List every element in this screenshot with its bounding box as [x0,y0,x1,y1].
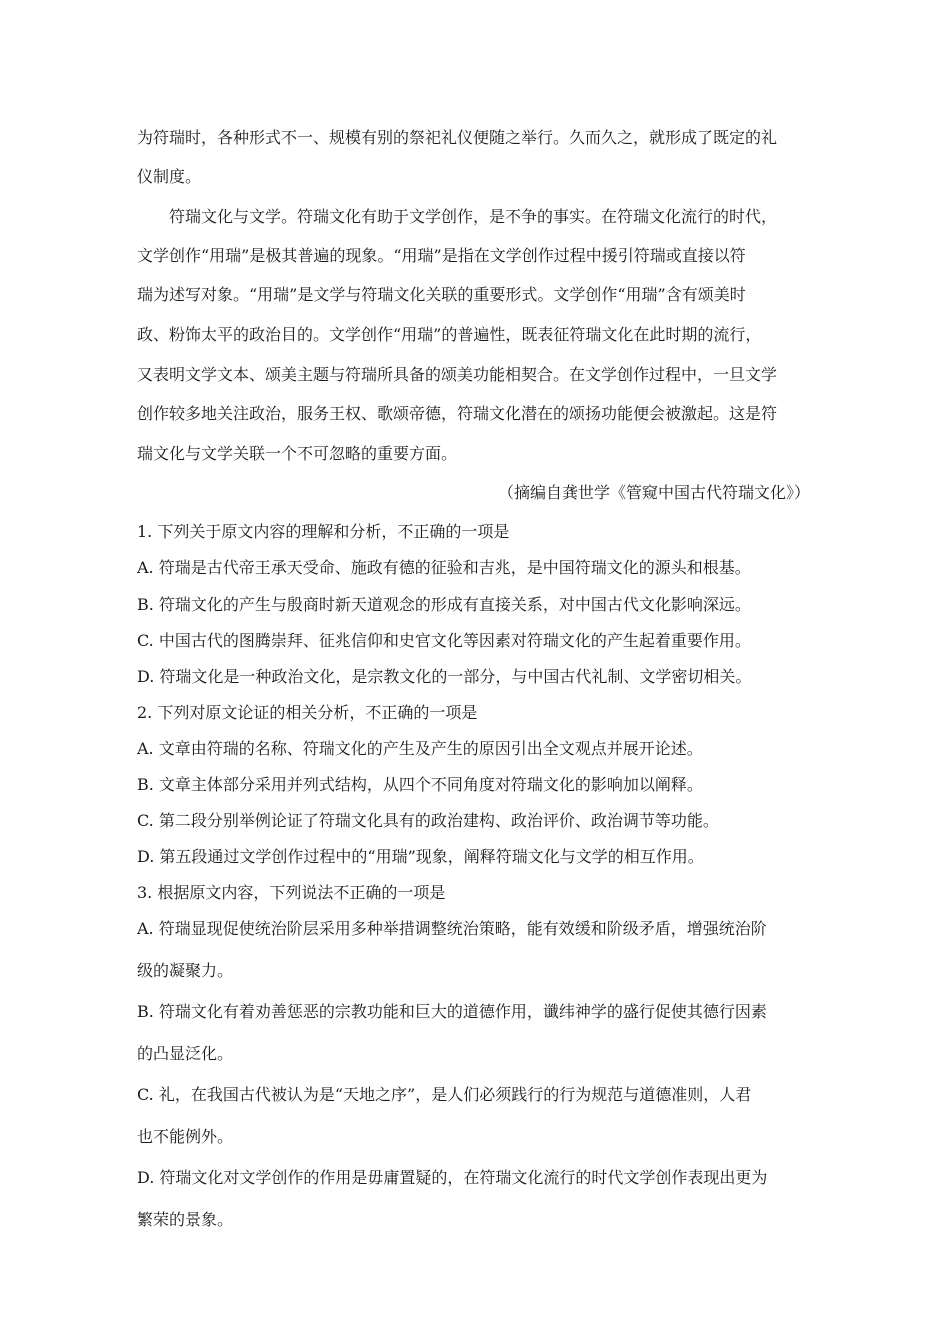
option-line: A. 文章由符瑞的名称、符瑞文化的产生及产生的原因引出全文观点并展开论述。 [137,739,703,758]
option-continuation: 的凸显泛化。 [137,1044,234,1063]
option-continuation: 繁荣的景象。 [137,1210,234,1229]
paragraph-line: 瑞文化与文学关联一个不可忽略的重要方面。 [137,444,458,463]
option-line: C. 中国古代的图腾崇拜、征兆信仰和史官文化等因素对符瑞文化的产生起着重要作用。 [137,631,751,650]
paragraph-line: 为符瑞时，各种形式不一、规模有别的祭祀礼仪便随之举行。久而久之，就形成了既定的礼 [137,128,778,147]
option-line: B. 文章主体部分采用并列式结构，从四个不同角度对符瑞文化的影响加以阐释。 [137,775,703,794]
paragraph-line: 政、粉饰太平的政治目的。文学创作“用瑞”的普遍性，既表征符瑞文化在此时期的流行， [137,325,762,344]
paragraph-line: 又表明文学文本、颂美主题与符瑞所具备的颂美功能相契合。在文学创作过程中，一旦文学 [137,365,778,384]
question-stem: 1. 下列关于原文内容的理解和分析，不正确的一项是 [137,522,510,541]
option-line: D. 符瑞文化是一种政治文化，是宗教文化的一部分，与中国古代礼制、文学密切相关。 [137,667,752,686]
paragraph-line: 文学创作“用瑞”是极其普遍的现象。“用瑞”是指在文学创作过程中援引符瑞或直接以符 [137,246,746,265]
option-line: C. 第二段分别举例论证了符瑞文化具有的政治建构、政治评价、政治调节等功能。 [137,811,719,830]
option-continuation: 也不能例外。 [137,1127,234,1146]
paragraph-line: 创作较多地关注政治，服务王权、歌颂帝德，符瑞文化潜在的颂扬功能便会被激起。这是符 [137,404,778,423]
option-line: B. 符瑞文化的产生与殷商时新天道观念的形成有直接关系，对中国古代文化影响深远。 [137,595,751,614]
option-line: D. 符瑞文化对文学创作的作用是毋庸置疑的，在符瑞文化流行的时代文学创作表现出更为 [137,1168,768,1187]
paragraph-line: 仪制度。 [137,167,202,186]
question-stem: 2. 下列对原文论证的相关分析，不正确的一项是 [137,703,478,722]
option-line: A. 符瑞显现促使统治阶层采用多种举措调整统治策略，能有效缓和阶级矛盾，增强统治阶 [137,919,767,938]
option-line: A. 符瑞是古代帝王承天受命、施政有德的征验和吉兆，是中国符瑞文化的源头和根基。 [137,558,751,577]
option-line: D. 第五段通过文学创作过程中的“用瑞”现象，阐释符瑞文化与文学的相互作用。 [137,847,704,866]
paragraph-line: 符瑞文化与文学。符瑞文化有助于文学创作，是不争的事实。在符瑞文化流行的时代， [169,207,778,226]
question-stem: 3. 根据原文内容，下列说法不正确的一项是 [137,883,446,902]
paragraph-line: 瑞为述写对象。“用瑞”是文学与符瑞文化关联的重要形式。文学创作“用瑞”含有颂美时 [137,285,746,304]
option-line: B. 符瑞文化有着劝善惩恶的宗教功能和巨大的道德作用，谶纬神学的盛行促使其德行因素 [137,1002,767,1021]
option-line: C. 礼，在我国古代被认为是“天地之序”，是人们必须践行的行为规范与道德准则，人君 [137,1085,752,1104]
option-continuation: 级的凝聚力。 [137,961,234,980]
source-citation: （摘编自龚世学《管窥中国古代符瑞文化》） [497,483,810,502]
